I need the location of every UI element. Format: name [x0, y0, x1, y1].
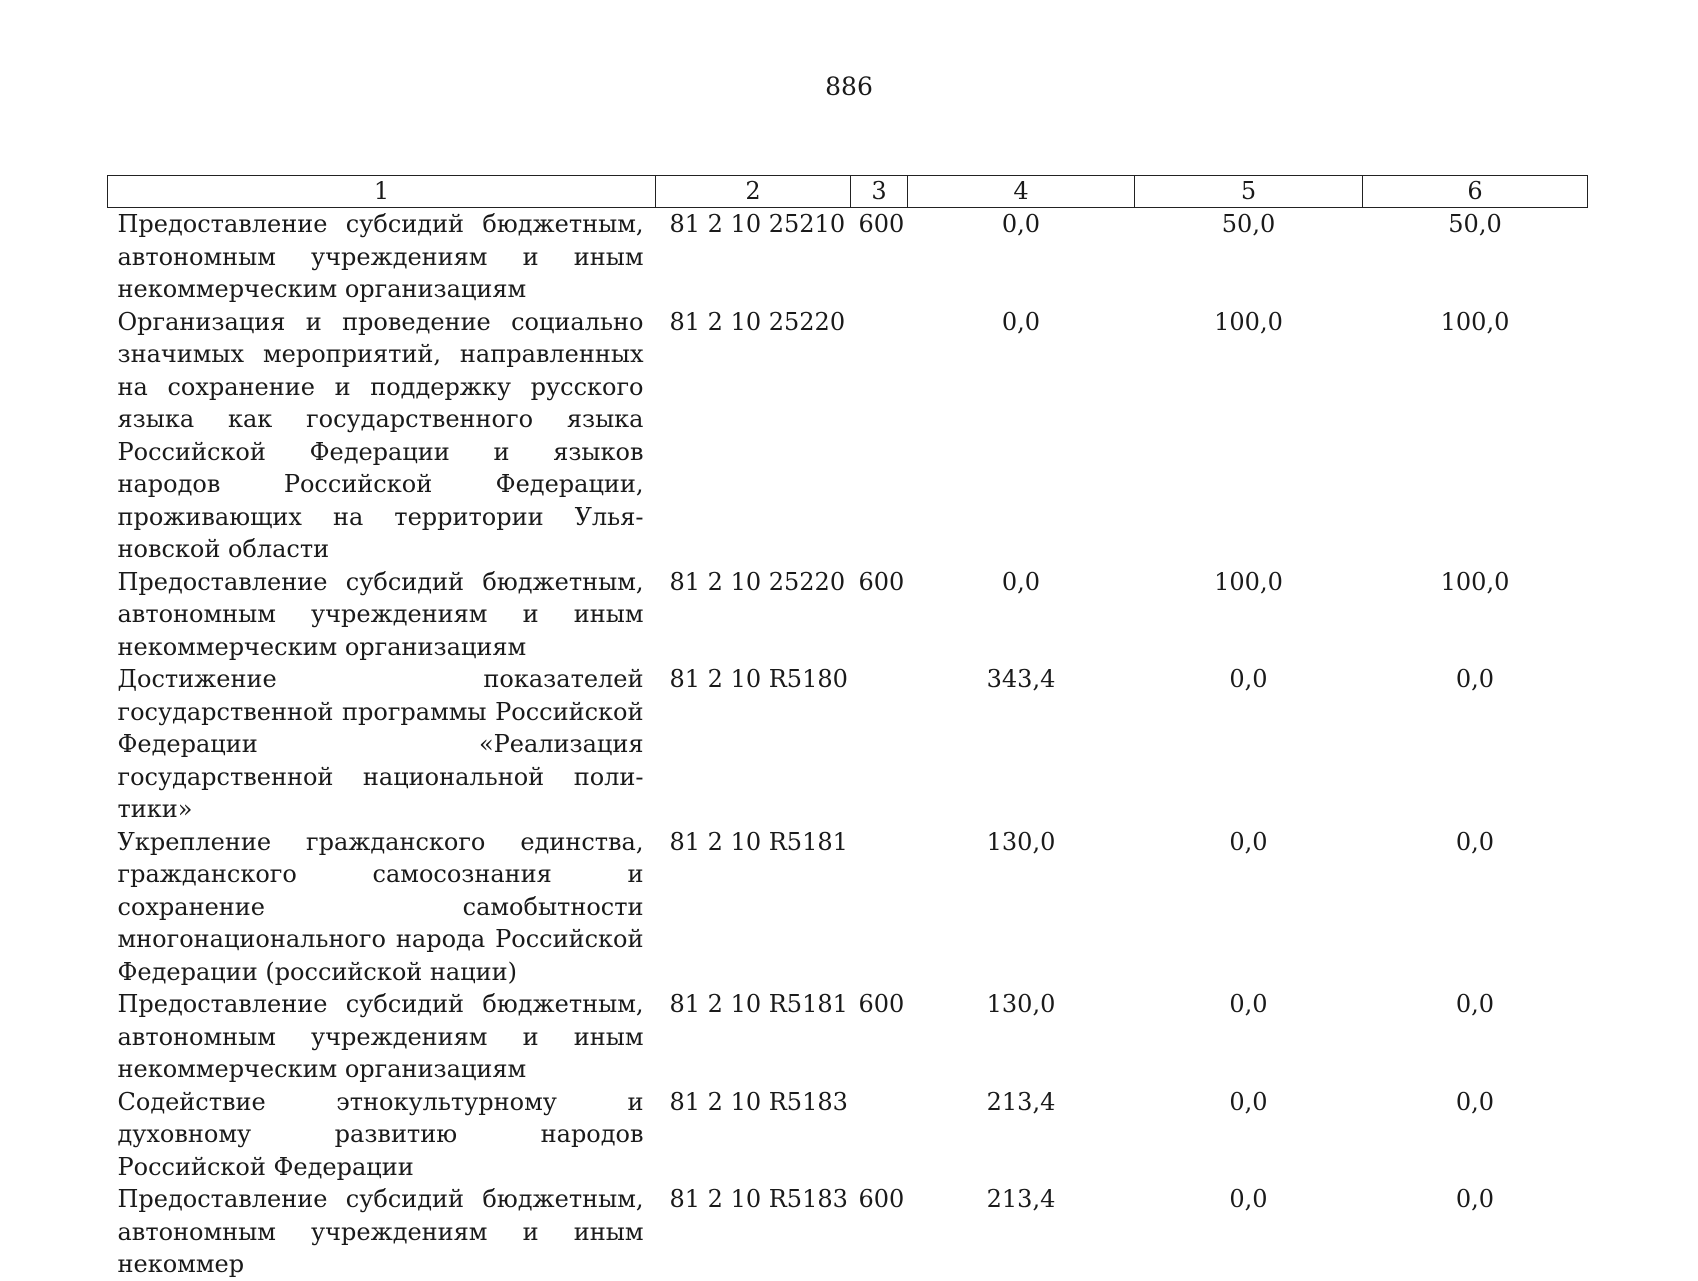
page-number: 886 [825, 72, 873, 101]
row-name: Укрепление гражданского единства, гражданского самосознания и сохранение самобытности многонационального народа Российской Федерации (российской нации) [117, 827, 644, 986]
row-value-4: 130,0 [986, 990, 1056, 1018]
row-code: 81 2 10 R5181 [669, 990, 848, 1018]
row-value-6: 0,0 [1455, 1185, 1495, 1213]
row-value-4: 213,4 [986, 1087, 1056, 1116]
row-expense-type: 600 [858, 567, 905, 596]
row-code: 81 2 10 R5183 [669, 1185, 848, 1213]
header-col-6: 6 [1363, 176, 1588, 208]
row-value-5: 0,0 [1229, 1087, 1268, 1116]
row-expense-type [851, 306, 908, 566]
row-code: 81 2 10 R5180 [669, 665, 848, 693]
row-name: Организация и проведение социально значимых мероприятий, направленных на сохранение и поддержку русского языка как государственного языка Российской Федерации и языков народов Российской Федерации, проживающих на территории Ульяновской области [117, 307, 644, 563]
row-expense-type: 600 [858, 210, 905, 238]
row-name: Содействие этнокультурному и духовному развитию народов Российской Федерации [117, 1087, 644, 1181]
row-value-6: 0,0 [1455, 827, 1495, 856]
row-value-5: 0,0 [1229, 1185, 1268, 1213]
header-col-2: 2 [656, 176, 851, 208]
row-name: Предоставление субсидий бюджетным, автономным учреждениям и иным некоммерческим организациям [117, 567, 644, 661]
table-row [108, 306, 1588, 566]
table-row [108, 1183, 1588, 1281]
row-value-6: 100,0 [1440, 567, 1510, 596]
row-value-4: 213,4 [986, 1185, 1056, 1213]
row-value-5: 50,0 [1221, 210, 1276, 238]
table-row [108, 826, 1588, 989]
row-name: Предоставление субсидий бюджетным, автономным учреждениям и иным некоммерческим организациям [117, 990, 644, 1083]
table-body [108, 208, 1588, 1281]
row-code: 81 2 10 R5183 [669, 1087, 848, 1116]
row-code: 81 2 10 25220 [669, 567, 846, 596]
table-row [108, 988, 1588, 1086]
table-row [108, 1086, 1588, 1184]
table-header [108, 176, 1588, 208]
row-value-5: 0,0 [1229, 665, 1268, 693]
row-name: Предоставление субсидий бюджетным, автономным учреждениям и иным некоммерческим организациям [117, 210, 644, 303]
row-value-5: 0,0 [1229, 827, 1268, 856]
row-value-4: 343,4 [986, 665, 1056, 693]
row-value-6: 50,0 [1448, 210, 1502, 238]
row-value-5: 100,0 [1214, 567, 1283, 596]
table-row [108, 566, 1588, 664]
table-row [108, 208, 1588, 306]
header-row [108, 176, 1588, 208]
row-value-6: 0,0 [1455, 990, 1495, 1018]
row-code: 81 2 10 25210 [669, 210, 846, 238]
row-code: 81 2 10 25220 [669, 307, 846, 336]
budget-table [107, 175, 1588, 1281]
row-name: Достижение показателей государственной программы Российской Федерации «Реализация государственной национальной политики» [117, 665, 644, 823]
row-expense-type [851, 826, 908, 989]
row-name: Предоставление субсидий бюджетным, автономным учреждениям и иным некоммер [117, 1185, 644, 1278]
row-expense-type [851, 1086, 908, 1184]
row-value-6: 100,0 [1440, 307, 1510, 336]
row-code: 81 2 10 R5181 [669, 827, 848, 856]
row-expense-type: 600 [858, 1185, 905, 1213]
row-value-4: 0,0 [1001, 210, 1041, 238]
row-value-5: 100,0 [1214, 307, 1283, 336]
row-value-4: 0,0 [1001, 567, 1041, 596]
row-value-6: 0,0 [1455, 665, 1495, 693]
row-value-5: 0,0 [1229, 990, 1268, 1018]
table-row [108, 663, 1588, 826]
row-value-6: 0,0 [1455, 1087, 1495, 1116]
header-col-3: 3 [851, 176, 908, 208]
row-value-4: 130,0 [986, 827, 1056, 856]
row-value-4: 0,0 [1001, 307, 1041, 336]
header-col-4: 4 [908, 176, 1135, 208]
header-col-1: 1 [108, 176, 656, 208]
row-expense-type: 600 [858, 990, 905, 1018]
row-expense-type [851, 663, 908, 826]
header-col-5: 5 [1135, 176, 1363, 208]
